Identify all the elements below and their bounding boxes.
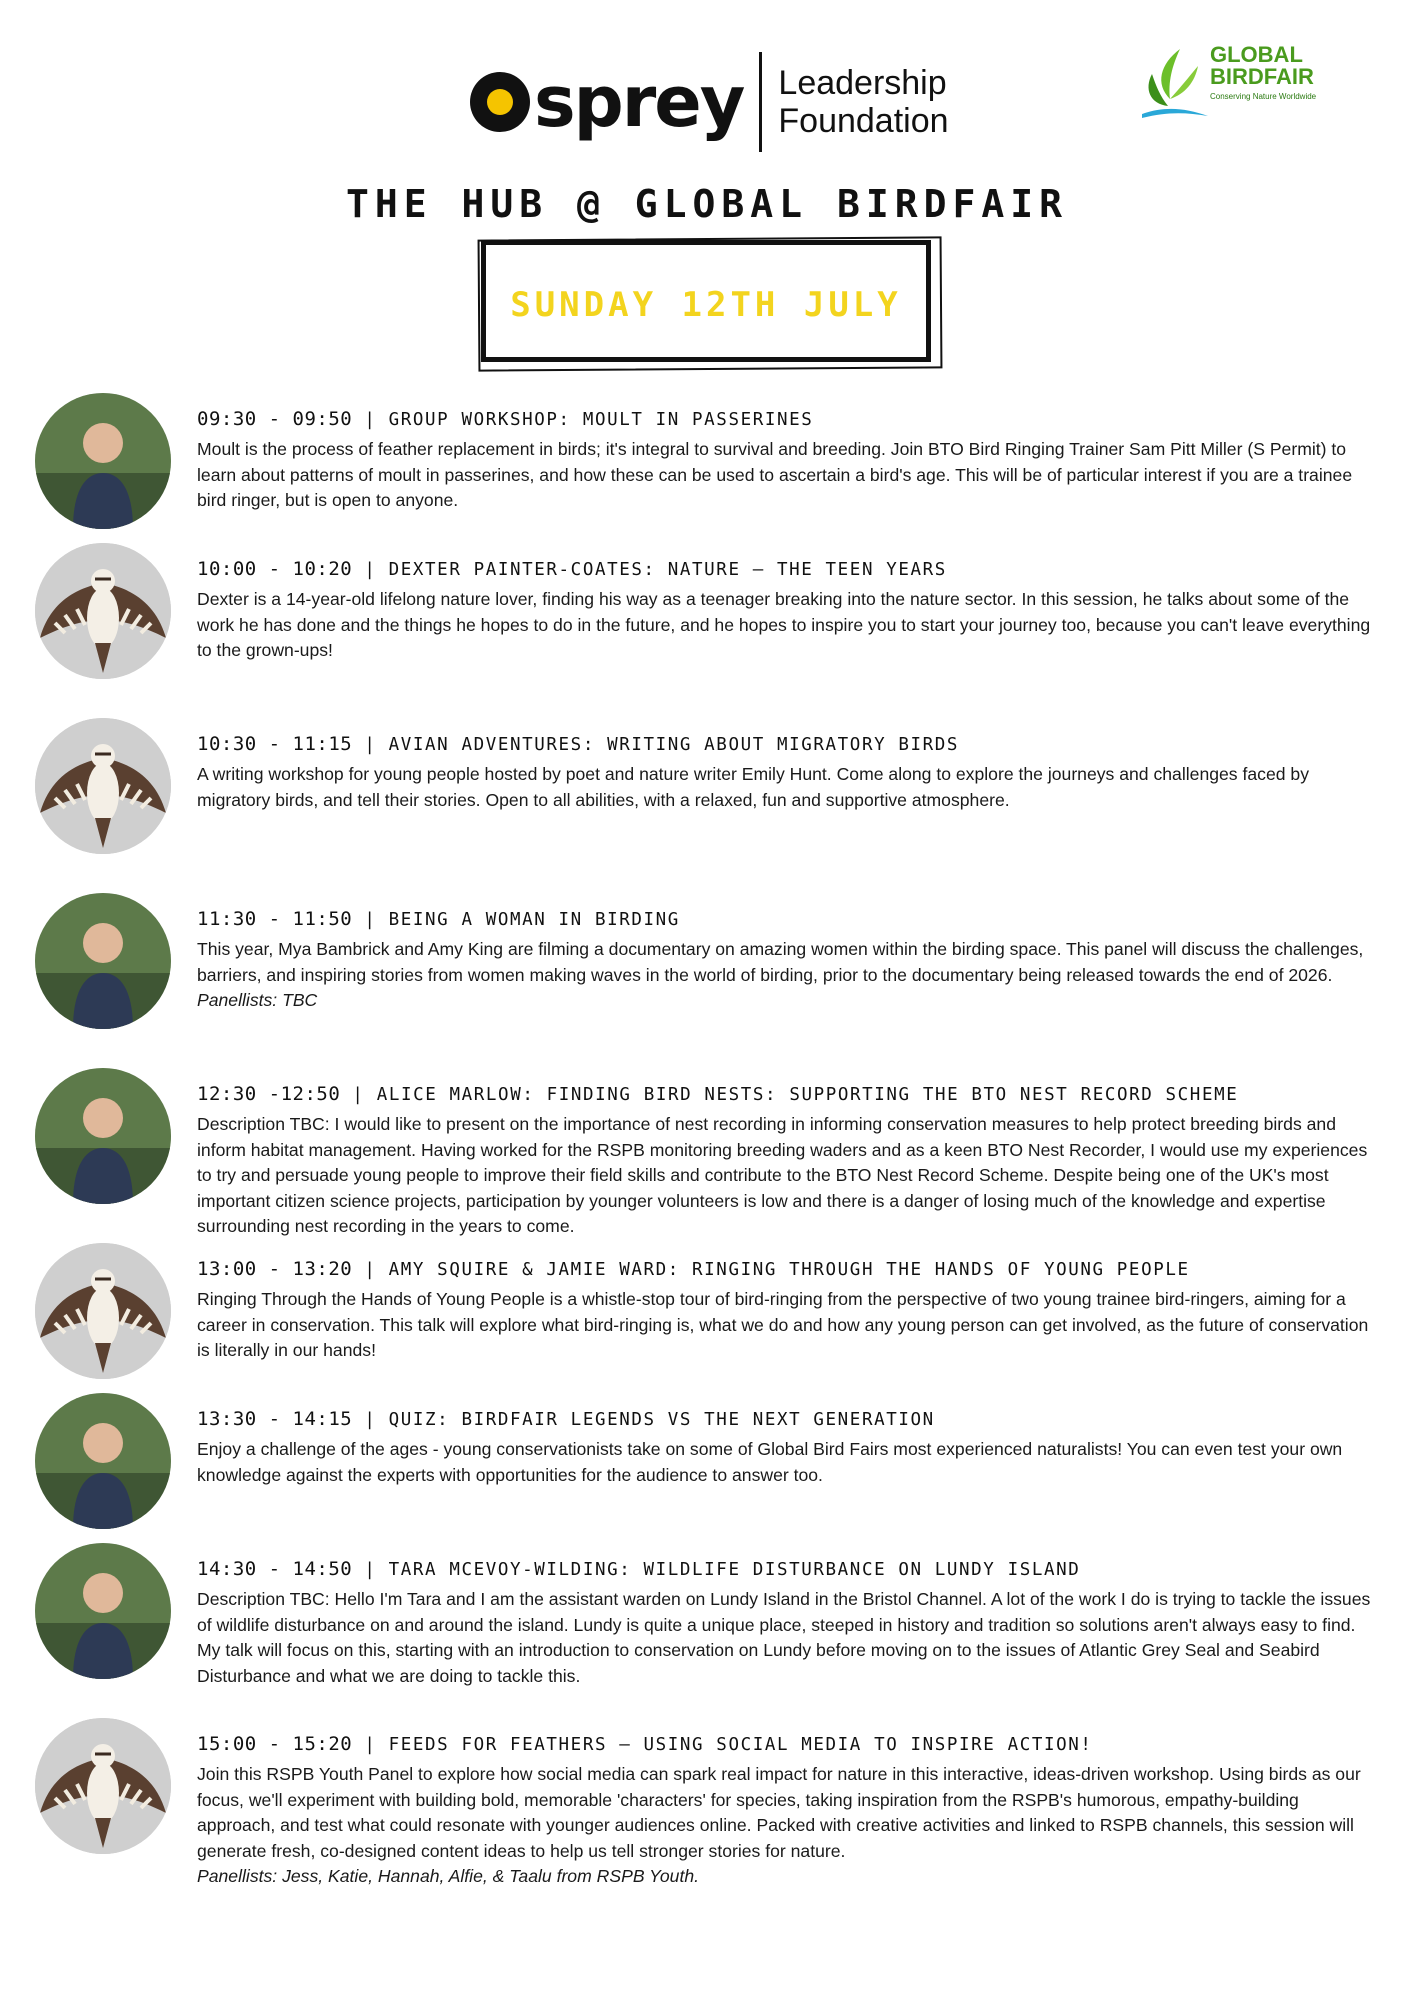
session-title: GROUP WORKSHOP: MOULT IN PASSERINES bbox=[388, 410, 814, 430]
session-content bbox=[197, 1732, 1377, 1890]
session-heading: 10:00 - 10:20 | DEXTER PAINTER-COATES: NATURE – THE TEEN YEARS bbox=[197, 558, 947, 580]
osprey-avatar-image bbox=[35, 1243, 171, 1379]
session-heading: 13:00 - 13:20 | AMY SQUIRE & JAMIE WARD: RINGING THROUGH THE HANDS OF YOUNG PEOPLE bbox=[197, 1258, 1190, 1280]
session-description: Description TBC: Hello I'm Tara and I am the assistant warden on Lundy Island in the Bristol Channel. A lot of the work I do is trying to tackle the issues of wildlife disturbance on and around the island. Lundy is quite a unique place, steeped in history and tradition so solutions aren't always easy to find. My talk will focus on this, starting with an introduction to conservation on Lundy before moving on to the issues of Atlantic Grey Seal and Seabird Disturbance and what we are doing to tackle this. bbox=[197, 1589, 1371, 1686]
session-description: A writing workshop for young people hosted by poet and nature writer Emily Hunt. Come along to explore the journeys and challenges faced by migratory birds, and tell their stories. Open to all abilities, with a relaxed, fun and supportive atmosphere. bbox=[197, 764, 1309, 810]
session-heading: 09:30 - 09:50 | GROUP WORKSHOP: MOULT IN PASSERINES bbox=[197, 408, 814, 430]
session-heading: 13:30 - 14:15 | QUIZ: BIRDFAIR LEGENDS VS THE NEXT GENERATION bbox=[197, 1408, 935, 1430]
session-time: 15:00 - 15:20 bbox=[197, 1733, 353, 1755]
session-content bbox=[197, 1557, 1377, 1689]
session-content bbox=[197, 407, 1377, 514]
session-heading: 15:00 - 15:20 | FEEDS FOR FEATHERS – USING SOCIAL MEDIA TO INSPIRE ACTION! bbox=[197, 1733, 1093, 1755]
session-description: Dexter is a 14-year-old lifelong nature lover, finding his way as a teenager breaking into the nature sector. In this session, he talks about some of the work he has done and the things he hopes to do in the future, and he hopes to inspire you to start your journey too, because you can't leave everything to the grown-ups! bbox=[197, 589, 1371, 660]
osprey-subtitle bbox=[778, 64, 948, 140]
osprey-leadership-foundation-logo bbox=[470, 52, 949, 152]
osprey-avatar-image bbox=[35, 718, 171, 854]
session-description: This year, Mya Bambrick and Amy King are filming a documentary on amazing women within the birding space. This panel will discuss the challenges, barriers, and inspiring stories from women making waves in the world of birding, prior to the documentary being released towards the end of 2026. bbox=[197, 939, 1364, 985]
session-time: 09:30 - 09:50 bbox=[197, 408, 353, 430]
osprey-subtitle-line1: Leadership bbox=[778, 64, 947, 102]
session-time: 10:00 - 10:20 bbox=[197, 558, 353, 580]
birdfair-line1: GLOBAL bbox=[1210, 42, 1303, 67]
birdfair-tagline: Conserving Nature Worldwide bbox=[1210, 92, 1317, 101]
session-time: 10:30 - 11:15 bbox=[197, 733, 353, 755]
session-title: QUIZ: BIRDFAIR LEGENDS VS THE NEXT GENERATION bbox=[388, 1410, 935, 1430]
session-title: AVIAN ADVENTURES: WRITING ABOUT MIGRATORY BIRDS bbox=[388, 735, 960, 755]
global-birdfair-logo bbox=[1140, 44, 1320, 134]
session-heading: 11:30 - 11:50 | BEING A WOMAN IN BIRDING bbox=[197, 908, 680, 930]
birdfair-leaf-icon bbox=[1140, 44, 1210, 124]
session-content bbox=[197, 1257, 1377, 1364]
session-title: ALICE MARLOW: FINDING BIRD NESTS: SUPPORTING THE BTO NEST RECORD SCHEME bbox=[376, 1085, 1239, 1105]
session-time: 13:30 - 14:15 bbox=[197, 1408, 353, 1430]
session-title: BEING A WOMAN IN BIRDING bbox=[388, 910, 680, 930]
session-content bbox=[197, 557, 1377, 664]
session-description: Join this RSPB Youth Panel to explore how social media can spark real impact for nature in this interactive, ideas-driven workshop. Using birds as our focus, we'll experiment with building bold, memorable 'characters' for species, taking inspiration from the RSPB's humorous, empathy-building approach, and test what could resonate with younger audiences online. Packed with creative activities and linked to RSPB channels, this session will generate fresh, co-designed content ideas to help us tell stronger stories for nature. bbox=[197, 1764, 1361, 1861]
session-description: Moult is the process of feather replacement in birds; it's integral to survival and breeding. Join BTO Bird Ringing Trainer Sam Pitt Miller (S Permit) to learn about patterns of moult in passerines, and how these can be used to ascertain a bird's age. This will be of particular interest if you are a trainee bird ringer, but is open to anyone. bbox=[197, 439, 1353, 510]
osprey-logo-o-mark bbox=[470, 72, 530, 132]
session-content bbox=[197, 1082, 1377, 1240]
session-description: Description TBC: I would like to present on the importance of nest recording in informing conservation measures to help protect breeding birds and inform habitat management. Having worked for the RSPB monitoring breeding waders and as a keen BTO Nest Recorder, I would use my experiences to try and persuade young people to improve their field skills and contribute to the BTO Nest Record Scheme. Despite being one of the UK's most important citizen science projects, participation by younger volunteers is low and there is a danger of losing much of the knowledge and expertise surrounding nest recording in the years to come. bbox=[197, 1114, 1368, 1236]
session-time: 11:30 - 11:50 bbox=[197, 908, 353, 930]
session-description: Ringing Through the Hands of Young People is a whistle-stop tour of bird-ringing from the perspective of two young trainee bird-ringers, aiming for a career in conservation. This talk will explore what bird-ringing is, what we do and how any young person can get involved, as the future of conservation is literally in our hands! bbox=[197, 1289, 1369, 1360]
session-title: DEXTER PAINTER-COATES: NATURE – THE TEEN YEARS bbox=[388, 560, 947, 580]
session-heading: 10:30 - 11:15 | AVIAN ADVENTURES: WRITING ABOUT MIGRATORY BIRDS bbox=[197, 733, 960, 755]
session-description: Enjoy a challenge of the ages - young conservationists take on some of Global Bird Fairs most experienced naturalists! You can even test your own knowledge against the experts with opportunities for the audience to answer too. bbox=[197, 1439, 1343, 1485]
event-date: SUNDAY 12TH JULY bbox=[510, 285, 902, 325]
session-heading: 12:30 -12:50 | ALICE MARLOW: FINDING BIRD NESTS: SUPPORTING THE BTO NEST RECORD SCHEME bbox=[197, 1083, 1239, 1105]
session-content bbox=[197, 1407, 1377, 1488]
page-title: THE HUB @ GLOBAL BIRDFAIR bbox=[346, 182, 1068, 226]
session-title: FEEDS FOR FEATHERS – USING SOCIAL MEDIA TO INSPIRE ACTION! bbox=[388, 1735, 1093, 1755]
osprey-subtitle-line2: Foundation bbox=[778, 102, 949, 140]
session-heading: 14:30 - 14:50 | TARA MCEVOY-WILDING: WILDLIFE DISTURBANCE ON LUNDY ISLAND bbox=[197, 1558, 1081, 1580]
session-content bbox=[197, 907, 1377, 1014]
speaker-photo bbox=[35, 893, 171, 1029]
date-box bbox=[481, 240, 931, 362]
session-time: 13:00 - 13:20 bbox=[197, 1258, 353, 1280]
session-time: 14:30 - 14:50 bbox=[197, 1558, 353, 1580]
session-time: 12:30 -12:50 bbox=[197, 1083, 341, 1105]
speaker-photo bbox=[35, 1393, 171, 1529]
osprey-avatar-image bbox=[35, 543, 171, 679]
session-title: TARA MCEVOY-WILDING: WILDLIFE DISTURBANCE ON LUNDY ISLAND bbox=[388, 1560, 1081, 1580]
session-note: Panellists: TBC bbox=[197, 990, 318, 1010]
session-content bbox=[197, 732, 1377, 813]
osprey-wordmark: sprey bbox=[534, 61, 744, 143]
session-title: AMY SQUIRE & JAMIE WARD: RINGING THROUGH THE HANDS OF YOUNG PEOPLE bbox=[388, 1260, 1190, 1280]
speaker-photo bbox=[35, 393, 171, 529]
logo-divider bbox=[759, 52, 762, 152]
birdfair-line2: BIRDFAIR bbox=[1210, 64, 1314, 89]
osprey-avatar-image bbox=[35, 1718, 171, 1854]
speaker-photo bbox=[35, 1543, 171, 1679]
session-note: Panellists: Jess, Katie, Hannah, Alfie, & Taalu from RSPB Youth. bbox=[197, 1866, 700, 1886]
speaker-photo bbox=[35, 1068, 171, 1204]
